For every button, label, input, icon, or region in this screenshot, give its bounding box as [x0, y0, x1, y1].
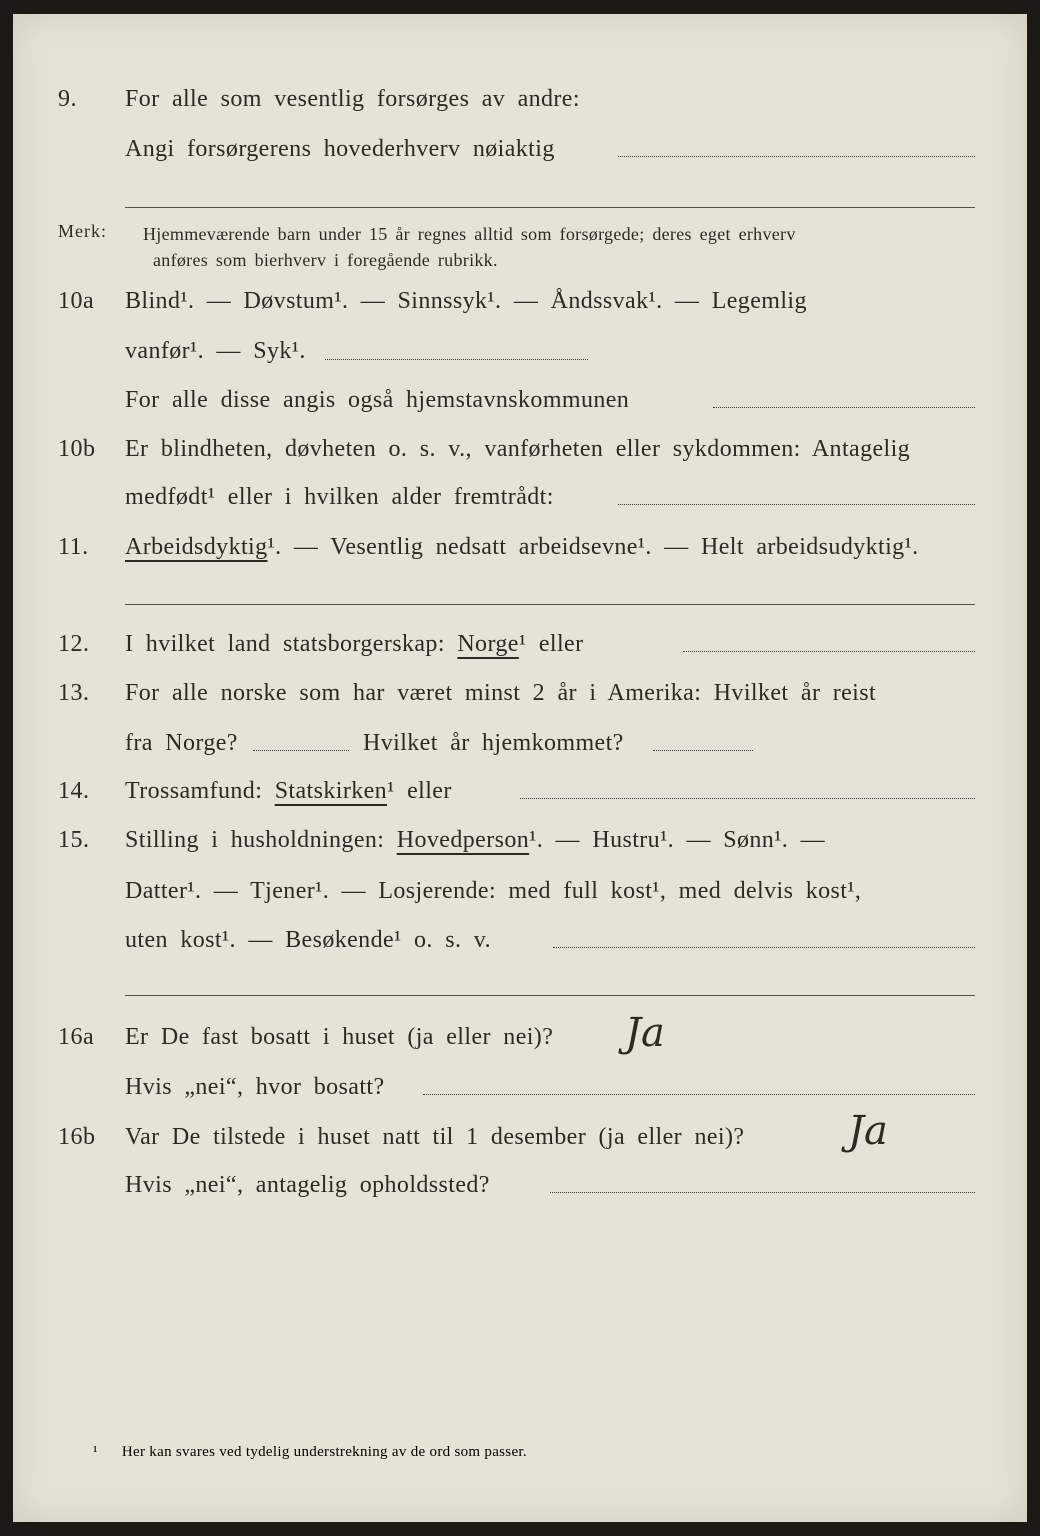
question-text: Er blindheten, døvheten o. s. v., vanførheten eller sykdommen: Antagelig — [125, 436, 911, 462]
question-text — [125, 778, 452, 805]
question-number: 10b — [58, 436, 96, 462]
answer-line[interactable] — [325, 359, 588, 360]
question-number: 11. — [58, 534, 89, 560]
selected-option: Norge — [457, 631, 519, 657]
selected-option: Statskirken — [274, 778, 388, 804]
question-text: Hvis „nei“, antagelig opholdssted? — [125, 1172, 490, 1198]
question-text-post: ¹ eller — [518, 631, 584, 657]
question-text: Hvilket år hjemkommet? — [363, 730, 624, 756]
note-text: Hjemmeværende barn under 15 år regnes alltid som forsørgede; deres eget erhverv — [143, 224, 796, 244]
question-text: For alle norske som har været minst 2 år i Amerika: Hvilket år reist — [125, 680, 877, 706]
question-text — [125, 534, 919, 561]
footnote-mark: ¹ — [93, 1444, 98, 1460]
question-text: Datter¹. — Tjener¹. — Losjerende: med full kost¹, med delvis kost¹, — [125, 878, 862, 904]
question-text: Er De fast bosatt i huset (ja eller nei)? — [125, 1024, 554, 1050]
question-text: Angi forsørgerens hovederhverv nøiaktig — [125, 136, 555, 162]
answer-line[interactable] — [520, 798, 975, 799]
question-text-pre: Trossamfund: — [125, 778, 263, 804]
question-text: Hvis „nei“, hvor bosatt? — [125, 1074, 385, 1100]
question-text: For alle som vesentlig forsørges av andre: — [125, 86, 580, 112]
answer-line[interactable] — [618, 504, 975, 505]
question-text-pre: I hvilket land statsborgerskap: — [125, 631, 445, 657]
answer-line[interactable] — [713, 407, 975, 408]
handwritten-answer: Ja — [625, 1010, 665, 1056]
answer-line[interactable] — [423, 1094, 975, 1095]
selected-option: Hovedperson — [396, 827, 530, 853]
answer-line[interactable] — [125, 207, 975, 208]
selected-option: Arbeidsdyktig — [125, 534, 268, 560]
question-number: 16a — [58, 1024, 95, 1050]
answer-line[interactable] — [683, 651, 975, 652]
question-number: 10a — [58, 288, 95, 314]
question-text: For alle disse angis også hjemstavnskommunen — [125, 387, 630, 413]
question-text: medfødt¹ eller i hvilken alder fremtrådt: — [125, 484, 554, 510]
answer-line[interactable] — [253, 750, 349, 751]
question-number: 13. — [58, 680, 90, 706]
footnote — [93, 1444, 527, 1461]
question-text — [125, 827, 825, 854]
note-text: anføres som bierhverv i foregående rubrikk. — [153, 250, 498, 270]
footnote-text: Her kan svares ved tydelig understrekning av de ord som passer. — [121, 1444, 527, 1460]
answer-line[interactable] — [125, 995, 975, 996]
question-text: Var De tilstede i huset natt til 1 desember (ja eller nei)? — [125, 1124, 745, 1150]
question-text-post: ¹ eller — [387, 778, 452, 804]
question-number: 16b — [58, 1124, 96, 1150]
answer-line[interactable] — [125, 604, 975, 605]
question-text-rest: ¹. — Vesentlig nedsatt arbeidsevne¹. — Helt arbeidsudyktig¹. — [267, 534, 919, 560]
question-number: 14. — [58, 778, 90, 804]
question-text: fra Norge? — [125, 730, 238, 756]
answer-line[interactable] — [550, 1192, 975, 1193]
question-number: 12. — [58, 631, 90, 657]
question-text-pre: Stilling i husholdningen: — [125, 827, 385, 853]
question-text: vanfør¹. — Syk¹. — [125, 338, 306, 364]
note-label: Merk: — [58, 221, 107, 241]
answer-line[interactable] — [653, 750, 753, 751]
question-number: 15. — [58, 827, 90, 853]
question-number: 9. — [58, 86, 77, 112]
answer-line[interactable] — [618, 156, 975, 157]
question-text-post: ¹. — Hustru¹. — Sønn¹. — — [529, 827, 826, 853]
handwritten-answer: Ja — [848, 1108, 888, 1154]
question-text — [125, 631, 584, 658]
question-text: Blind¹. — Døvstum¹. — Sinnssyk¹. — Åndssvak¹. — Legemlig — [125, 288, 807, 314]
census-form-page — [13, 14, 1027, 1522]
answer-line[interactable] — [553, 947, 975, 948]
question-text: uten kost¹. — Besøkende¹ o. s. v. — [125, 927, 492, 953]
